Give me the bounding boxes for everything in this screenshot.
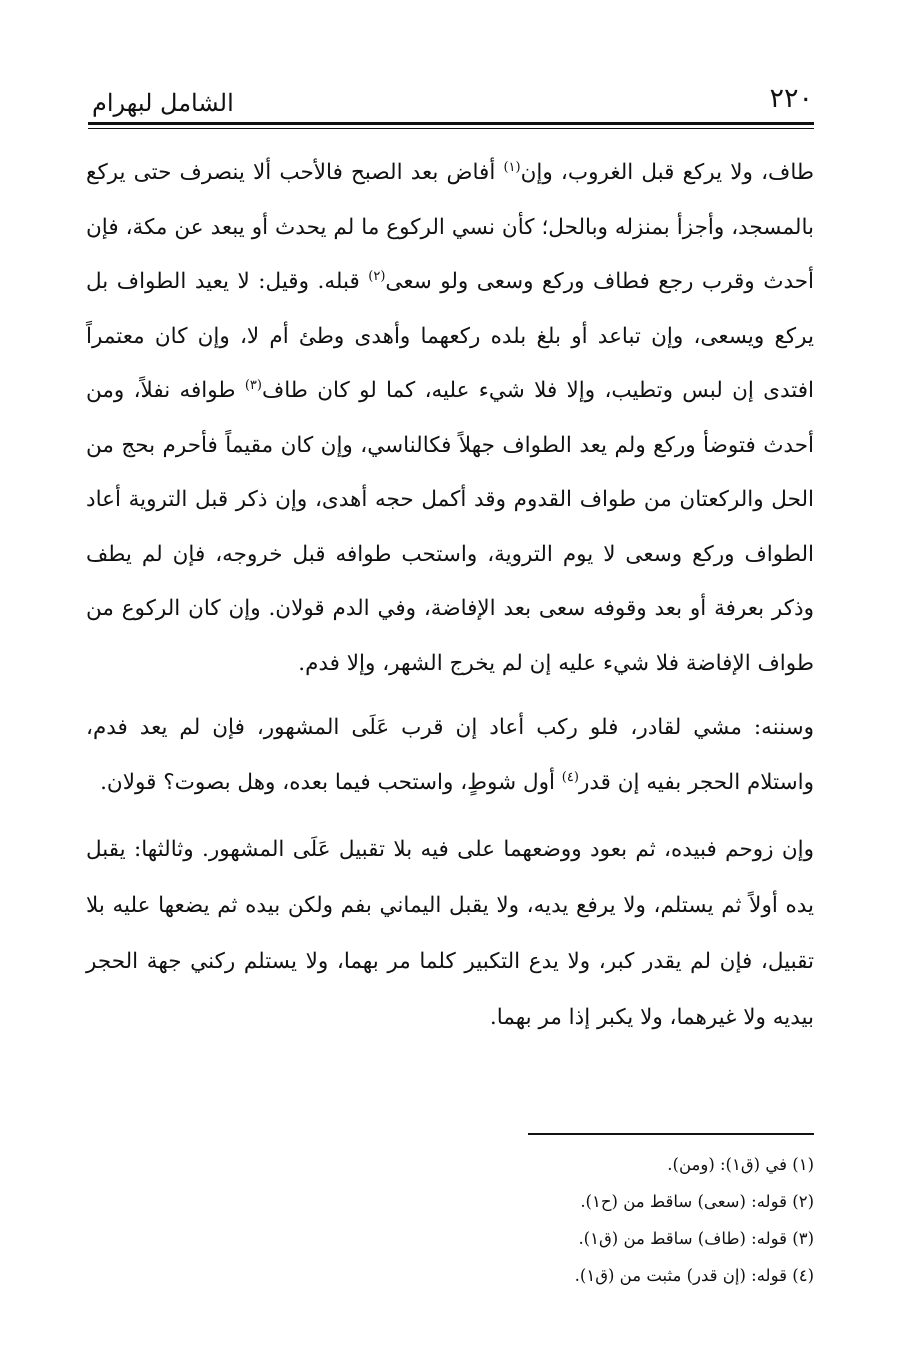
- footnote-ref-1: (١): [503, 159, 521, 175]
- footnote-ref-2: (٢): [368, 268, 386, 284]
- footnote-4: (٤) قوله: (إن قدر) مثبت من (ق١).: [574, 1266, 814, 1285]
- header-rule-thick: [88, 122, 814, 125]
- main-text: [86, 146, 814, 1046]
- footnote-1: (١) في (ق١): (ومن).: [667, 1155, 814, 1174]
- paragraph-2-part-1: وسننه: مشي لقادر، فلو ركب أعاد إن قرب عَلَى المشهور، فإن لم يعد فدم، واستلام الحجر بفيه إن قدر: [86, 715, 814, 795]
- footnote-separator: [528, 1133, 814, 1135]
- page-number: ٢٢٠: [769, 83, 813, 114]
- paragraph-1: [86, 146, 814, 691]
- paragraph-1-part-1: طاف، ولا يركع قبل الغروب، وإن: [520, 160, 814, 185]
- paragraph-2: [86, 701, 814, 810]
- footnote-ref-3: (٣): [244, 377, 262, 393]
- book-title: الشامل لبهرام: [92, 89, 234, 117]
- footnote-2: (٢) قوله: (سعى) ساقط من (ح١).: [580, 1192, 814, 1211]
- running-header: [92, 82, 813, 122]
- footnotes: [300, 1146, 814, 1294]
- paragraph-1-part-4: طوافه نفلاً، ومن أحدث فتوضأ وركع ولم يعد الطواف جهلاً فكالناسي، وإن كان مقيماً فأحرم بحج من الحل والركعتان من طواف القدوم وقد أكمل حجه أهدى، وإن ذكر قبل التروية أعاد الطواف وركع وسعى لا يوم التروية، واستحب طوافه قبل خروجه، فإن لم يطف وذكر بعرفة أو بعد وقوفه سعى بعد الإفاضة، وفي الدم قولان. وإن كان الركوع من طواف الإفاضة فلا شيء عليه إن لم يخرج الشهر، وإلا فدم.: [86, 378, 814, 676]
- header-rule-thin: [88, 128, 814, 129]
- footnote-3: (٣) قوله: (طاف) ساقط من (ق١).: [578, 1229, 814, 1248]
- paragraph-2-part-2: أول شوطٍ، واستحب فيما بعده، وهل بصوت؟ قولان.: [100, 769, 562, 795]
- paragraph-1-part-3: قبله. وقيل: لا يعيد الطواف بل يركع ويسعى، وإن تباعد أو بلغ بلده ركعهما وأهدى وطئ أم لا، وإن كان معتمراً افتدى إن لبس وتطيب، وإلا فلا شيء عليه، كما لو كان طاف: [86, 269, 814, 403]
- footnote-ref-4: (٤): [561, 769, 579, 785]
- paragraph-1-part-2: أفاض بعد الصبح فالأحب ألا ينصرف حتى يركع بالمسجد، وأجزأ بمنزله وبالحل؛ كأن نسي الركوع ما لم يحدث أو يبعد عن مكة، فإن أحدث وقرب رجع فطاف وركع وسعى ولو سعى: [86, 160, 814, 294]
- paragraph-3: وإن زوحم فبيده، ثم بعود ووضعهما على فيه بلا تقبيل عَلَى المشهور. وثالثها: يقبل يده أولاً ثم يستلم، ولا يرفع يديه، ولا يقبل اليماني بفم ولكن بيده ثم يضعها عليه بلا تقبيل، فإن لم يقدر كبر، ولا يدع التكبير كلما مر بهما، ولا يستلم ركني جهة الحجر بيديه ولا غيرهما، ولا يكبر إذا مر بهما.: [86, 837, 814, 1030]
